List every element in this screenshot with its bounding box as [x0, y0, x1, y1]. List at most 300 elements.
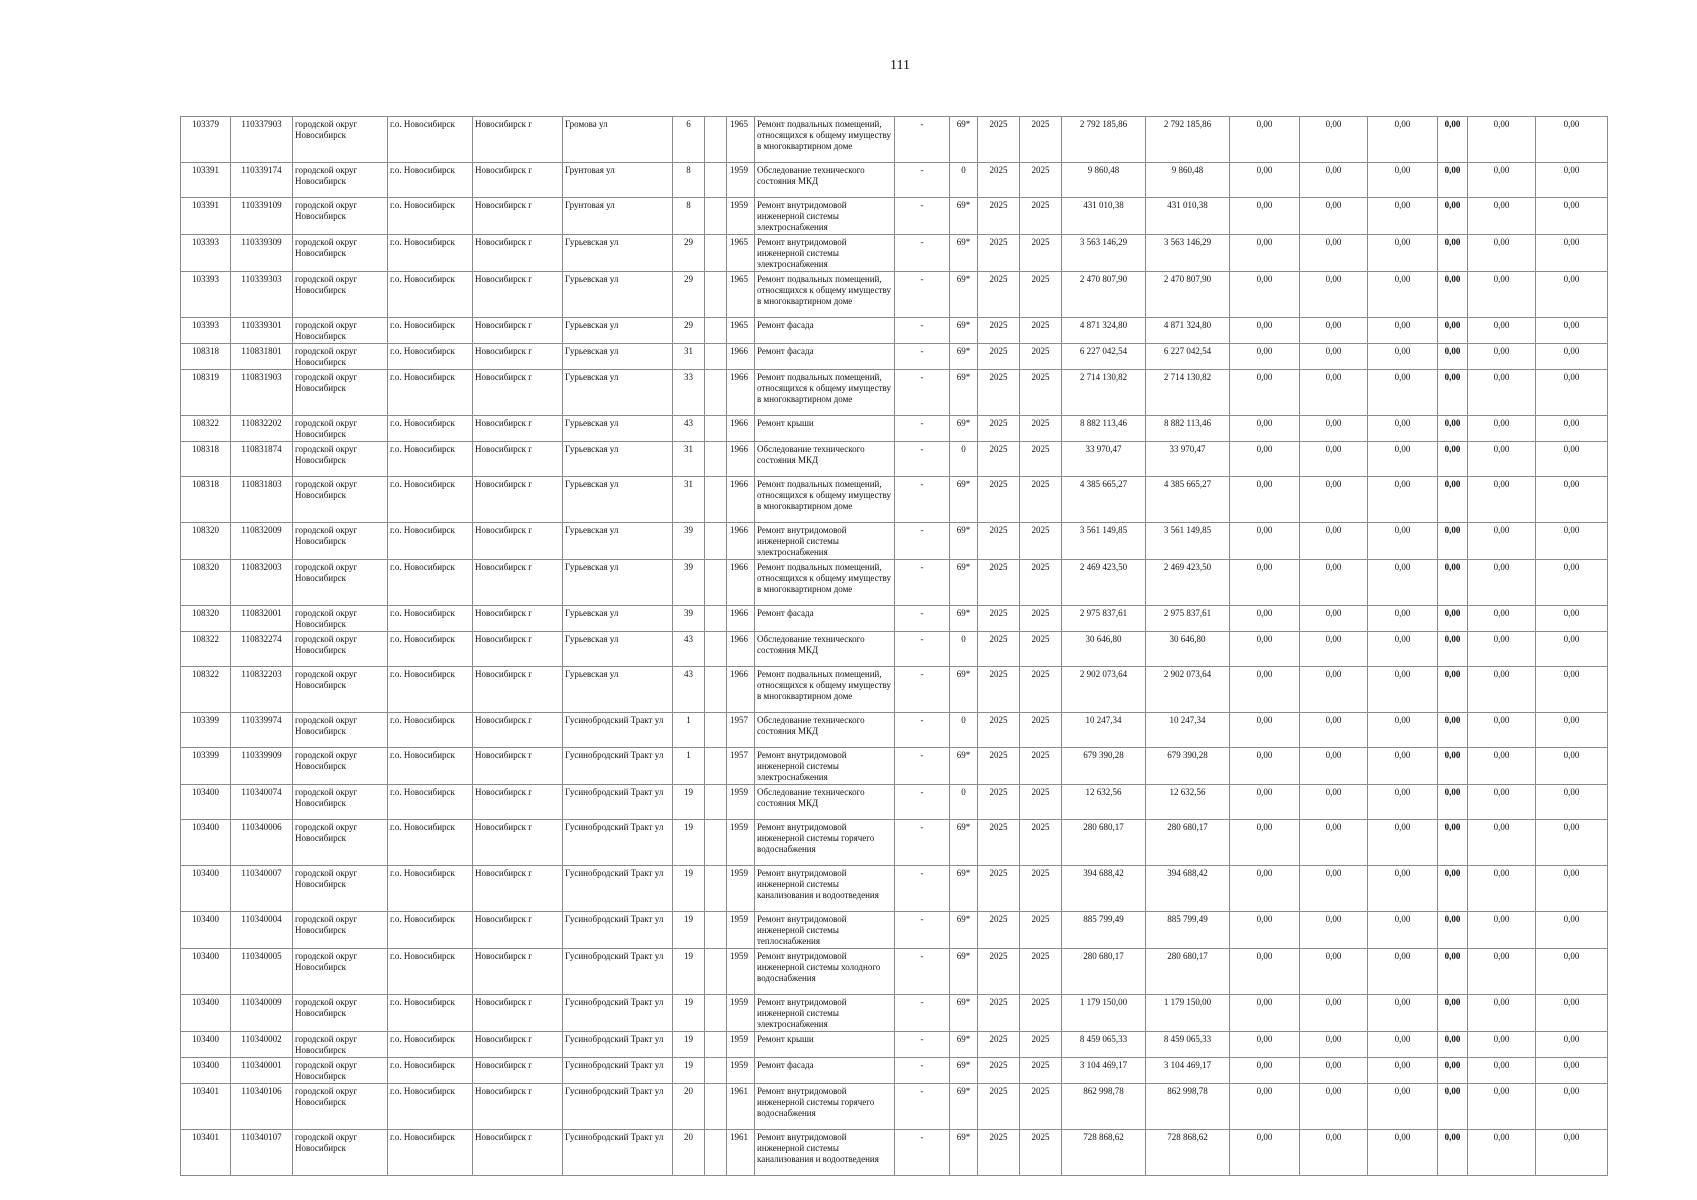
- cell-z5: 0,00: [1468, 949, 1536, 995]
- cell-z5: 0,00: [1468, 606, 1536, 632]
- cell-z4: 0,00: [1438, 1084, 1468, 1130]
- cell-id2: 110832009: [231, 523, 293, 560]
- cell-z1: 0,00: [1230, 866, 1300, 912]
- cell-z5: 0,00: [1468, 1058, 1536, 1084]
- cell-dash: -: [895, 866, 950, 912]
- cell-municipality: городской округ Новосибирск: [293, 163, 388, 198]
- table-row: [181, 632, 1608, 667]
- cell-fund: 728 868,62: [1146, 1130, 1230, 1176]
- table-row: [181, 344, 1608, 370]
- table-row: [181, 949, 1608, 995]
- cell-z1: 0,00: [1230, 1058, 1300, 1084]
- table-row: [181, 163, 1608, 198]
- cell-dash: -: [895, 560, 950, 606]
- cell-z3: 0,00: [1368, 1130, 1438, 1176]
- cell-building: [705, 949, 727, 995]
- cell-y1: 2025: [978, 272, 1020, 318]
- cell-city: Новосибирск г: [473, 1130, 563, 1176]
- cell-work: Обследование технического состояния МКД: [755, 785, 895, 820]
- cell-cost: 2 469 423,50: [1062, 560, 1146, 606]
- cell-district: г.о. Новосибирск: [388, 235, 473, 272]
- cell-z1: 0,00: [1230, 995, 1300, 1032]
- cell-year: 1966: [727, 523, 755, 560]
- cell-id1: 108319: [181, 370, 231, 416]
- cell-fund: 280 680,17: [1146, 949, 1230, 995]
- cell-street: Гусинобродский Тракт ул: [563, 1130, 673, 1176]
- cell-building: [705, 667, 727, 713]
- cell-work: Ремонт внутридомовой инженерной системы горячего водоснабжения: [755, 820, 895, 866]
- cell-z5: 0,00: [1468, 912, 1536, 949]
- cell-y1: 2025: [978, 416, 1020, 442]
- cell-street: Гурьевская ул: [563, 523, 673, 560]
- cell-cost: 4 871 324,80: [1062, 318, 1146, 344]
- cell-id2: 110340009: [231, 995, 293, 1032]
- cell-house: 29: [673, 318, 705, 344]
- cell-z4: 0,00: [1438, 163, 1468, 198]
- cell-id2: 110339109: [231, 198, 293, 235]
- cell-house: 8: [673, 198, 705, 235]
- cell-z3: 0,00: [1368, 785, 1438, 820]
- cell-z1: 0,00: [1230, 344, 1300, 370]
- cell-fund: 280 680,17: [1146, 820, 1230, 866]
- cell-municipality: городской округ Новосибирск: [293, 560, 388, 606]
- cell-cost: 728 868,62: [1062, 1130, 1146, 1176]
- cell-building: [705, 1058, 727, 1084]
- cell-street: Гусинобродский Тракт ул: [563, 995, 673, 1032]
- cell-fund: 431 010,38: [1146, 198, 1230, 235]
- cell-cost: 3 561 149,85: [1062, 523, 1146, 560]
- cell-wear: 69*: [950, 560, 978, 606]
- cell-street: Гурьевская ул: [563, 416, 673, 442]
- cell-z6: 0,00: [1536, 318, 1608, 344]
- cell-dash: -: [895, 1084, 950, 1130]
- cell-z1: 0,00: [1230, 163, 1300, 198]
- cell-z4: 0,00: [1438, 198, 1468, 235]
- cell-district: г.о. Новосибирск: [388, 416, 473, 442]
- cell-work: Обследование технического состояния МКД: [755, 713, 895, 748]
- cell-id2: 110340074: [231, 785, 293, 820]
- cell-district: г.о. Новосибирск: [388, 370, 473, 416]
- cell-z6: 0,00: [1536, 949, 1608, 995]
- cell-z2: 0,00: [1300, 632, 1368, 667]
- cell-fund: 8 459 065,33: [1146, 1032, 1230, 1058]
- cell-work: Ремонт фасада: [755, 344, 895, 370]
- cell-city: Новосибирск г: [473, 198, 563, 235]
- cell-city: Новосибирск г: [473, 1032, 563, 1058]
- cell-municipality: городской округ Новосибирск: [293, 1084, 388, 1130]
- cell-z4: 0,00: [1438, 560, 1468, 606]
- cell-district: г.о. Новосибирск: [388, 866, 473, 912]
- cell-wear: 69*: [950, 523, 978, 560]
- cell-z4: 0,00: [1438, 785, 1468, 820]
- cell-id1: 108320: [181, 606, 231, 632]
- cell-z4: 0,00: [1438, 866, 1468, 912]
- cell-municipality: городской округ Новосибирск: [293, 866, 388, 912]
- cell-district: г.о. Новосибирск: [388, 1130, 473, 1176]
- cell-z5: 0,00: [1468, 866, 1536, 912]
- cell-wear: 69*: [950, 1058, 978, 1084]
- cell-z6: 0,00: [1536, 1058, 1608, 1084]
- cell-year: 1965: [727, 235, 755, 272]
- cell-id2: 110340005: [231, 949, 293, 995]
- cell-z5: 0,00: [1468, 632, 1536, 667]
- cell-fund: 4 385 665,27: [1146, 477, 1230, 523]
- cell-y2: 2025: [1020, 632, 1062, 667]
- cell-city: Новосибирск г: [473, 713, 563, 748]
- cell-city: Новосибирск г: [473, 117, 563, 163]
- cell-z6: 0,00: [1536, 995, 1608, 1032]
- cell-work: Ремонт внутридомовой инженерной системы горячего водоснабжения: [755, 1084, 895, 1130]
- cell-work: Ремонт внутридомовой инженерной системы электроснабжения: [755, 198, 895, 235]
- cell-house: 43: [673, 667, 705, 713]
- cell-wear: 69*: [950, 667, 978, 713]
- cell-building: [705, 560, 727, 606]
- cell-z5: 0,00: [1468, 667, 1536, 713]
- cell-z2: 0,00: [1300, 117, 1368, 163]
- cell-house: 19: [673, 949, 705, 995]
- cell-year: 1957: [727, 748, 755, 785]
- cell-city: Новосибирск г: [473, 163, 563, 198]
- cell-street: Грунтовая ул: [563, 198, 673, 235]
- cell-district: г.о. Новосибирск: [388, 1084, 473, 1130]
- cell-z1: 0,00: [1230, 1032, 1300, 1058]
- cell-building: [705, 785, 727, 820]
- cell-id1: 103400: [181, 866, 231, 912]
- cell-municipality: городской округ Новосибирск: [293, 912, 388, 949]
- cell-z3: 0,00: [1368, 912, 1438, 949]
- cell-id1: 103400: [181, 995, 231, 1032]
- cell-z6: 0,00: [1536, 442, 1608, 477]
- cell-y2: 2025: [1020, 995, 1062, 1032]
- cell-fund: 679 390,28: [1146, 748, 1230, 785]
- cell-dash: -: [895, 667, 950, 713]
- table-row: [181, 1032, 1608, 1058]
- cell-municipality: городской округ Новосибирск: [293, 477, 388, 523]
- cell-building: [705, 235, 727, 272]
- cell-building: [705, 416, 727, 442]
- cell-fund: 4 871 324,80: [1146, 318, 1230, 344]
- cell-district: г.о. Новосибирск: [388, 713, 473, 748]
- repair-program-table: [180, 116, 1608, 1176]
- cell-dash: -: [895, 713, 950, 748]
- cell-z3: 0,00: [1368, 344, 1438, 370]
- cell-fund: 6 227 042,54: [1146, 344, 1230, 370]
- cell-district: г.о. Новосибирск: [388, 318, 473, 344]
- cell-z2: 0,00: [1300, 163, 1368, 198]
- cell-work: Ремонт фасада: [755, 1058, 895, 1084]
- cell-building: [705, 370, 727, 416]
- cell-z2: 0,00: [1300, 1084, 1368, 1130]
- cell-street: Гурьевская ул: [563, 632, 673, 667]
- cell-dash: -: [895, 949, 950, 995]
- cell-fund: 2 902 073,64: [1146, 667, 1230, 713]
- cell-municipality: городской округ Новосибирск: [293, 748, 388, 785]
- cell-municipality: городской округ Новосибирск: [293, 949, 388, 995]
- cell-street: Гурьевская ул: [563, 477, 673, 523]
- table-row: [181, 667, 1608, 713]
- cell-wear: 69*: [950, 477, 978, 523]
- cell-street: Гурьевская ул: [563, 560, 673, 606]
- table-row: [181, 1084, 1608, 1130]
- cell-fund: 10 247,34: [1146, 713, 1230, 748]
- cell-work: Ремонт подвальных помещений, относящихся к общему имуществу в многоквартирном доме: [755, 272, 895, 318]
- cell-street: Гусинобродский Тракт ул: [563, 820, 673, 866]
- cell-z5: 0,00: [1468, 318, 1536, 344]
- cell-y2: 2025: [1020, 272, 1062, 318]
- cell-fund: 885 799,49: [1146, 912, 1230, 949]
- cell-y2: 2025: [1020, 1032, 1062, 1058]
- cell-building: [705, 344, 727, 370]
- cell-z5: 0,00: [1468, 163, 1536, 198]
- cell-cost: 1 179 150,00: [1062, 995, 1146, 1032]
- cell-house: 8: [673, 163, 705, 198]
- cell-z4: 0,00: [1438, 318, 1468, 344]
- cell-street: Гурьевская ул: [563, 442, 673, 477]
- cell-y1: 2025: [978, 344, 1020, 370]
- cell-z2: 0,00: [1300, 949, 1368, 995]
- table-row: [181, 912, 1608, 949]
- cell-building: [705, 748, 727, 785]
- cell-z4: 0,00: [1438, 344, 1468, 370]
- cell-city: Новосибирск г: [473, 1058, 563, 1084]
- cell-wear: 69*: [950, 1032, 978, 1058]
- cell-work: Ремонт крыши: [755, 416, 895, 442]
- cell-y1: 2025: [978, 318, 1020, 344]
- cell-z5: 0,00: [1468, 370, 1536, 416]
- cell-z6: 0,00: [1536, 1130, 1608, 1176]
- cell-z3: 0,00: [1368, 1058, 1438, 1084]
- cell-z1: 0,00: [1230, 912, 1300, 949]
- cell-district: г.о. Новосибирск: [388, 912, 473, 949]
- cell-cost: 679 390,28: [1062, 748, 1146, 785]
- cell-street: Гусинобродский Тракт ул: [563, 866, 673, 912]
- cell-id2: 110339309: [231, 235, 293, 272]
- cell-y2: 2025: [1020, 442, 1062, 477]
- cell-district: г.о. Новосибирск: [388, 523, 473, 560]
- cell-id2: 110339909: [231, 748, 293, 785]
- cell-work: Ремонт фасада: [755, 606, 895, 632]
- cell-z5: 0,00: [1468, 785, 1536, 820]
- cell-city: Новосибирск г: [473, 235, 563, 272]
- cell-work: Ремонт подвальных помещений, относящихся к общему имуществу в многоквартирном доме: [755, 370, 895, 416]
- cell-id2: 110339301: [231, 318, 293, 344]
- table-row: [181, 785, 1608, 820]
- cell-id2: 110337903: [231, 117, 293, 163]
- cell-dash: -: [895, 318, 950, 344]
- cell-year: 1966: [727, 477, 755, 523]
- cell-z1: 0,00: [1230, 785, 1300, 820]
- cell-id2: 110832202: [231, 416, 293, 442]
- cell-cost: 2 714 130,82: [1062, 370, 1146, 416]
- cell-year: 1966: [727, 344, 755, 370]
- cell-y1: 2025: [978, 995, 1020, 1032]
- cell-year: 1966: [727, 632, 755, 667]
- table-row: [181, 477, 1608, 523]
- cell-z2: 0,00: [1300, 318, 1368, 344]
- cell-year: 1966: [727, 667, 755, 713]
- cell-id2: 110340007: [231, 866, 293, 912]
- cell-fund: 3 563 146,29: [1146, 235, 1230, 272]
- cell-city: Новосибирск г: [473, 866, 563, 912]
- cell-house: 19: [673, 995, 705, 1032]
- cell-street: Гурьевская ул: [563, 667, 673, 713]
- cell-z6: 0,00: [1536, 606, 1608, 632]
- cell-municipality: городской округ Новосибирск: [293, 442, 388, 477]
- cell-work: Обследование технического состояния МКД: [755, 632, 895, 667]
- cell-district: г.о. Новосибирск: [388, 949, 473, 995]
- cell-id1: 103393: [181, 318, 231, 344]
- table-row: [181, 370, 1608, 416]
- cell-wear: 0: [950, 442, 978, 477]
- cell-z4: 0,00: [1438, 235, 1468, 272]
- table-row: [181, 748, 1608, 785]
- cell-id1: 103393: [181, 235, 231, 272]
- cell-z5: 0,00: [1468, 198, 1536, 235]
- cell-work: Ремонт внутридомовой инженерной системы теплоснабжения: [755, 912, 895, 949]
- cell-z1: 0,00: [1230, 198, 1300, 235]
- cell-y1: 2025: [978, 748, 1020, 785]
- cell-house: 20: [673, 1130, 705, 1176]
- cell-z4: 0,00: [1438, 667, 1468, 713]
- cell-id2: 110832001: [231, 606, 293, 632]
- cell-house: 19: [673, 912, 705, 949]
- table-row: [181, 235, 1608, 272]
- cell-cost: 9 860,48: [1062, 163, 1146, 198]
- cell-cost: 6 227 042,54: [1062, 344, 1146, 370]
- cell-city: Новосибирск г: [473, 748, 563, 785]
- cell-dash: -: [895, 117, 950, 163]
- cell-year: 1959: [727, 198, 755, 235]
- cell-z3: 0,00: [1368, 370, 1438, 416]
- cell-fund: 2 975 837,61: [1146, 606, 1230, 632]
- cell-wear: 69*: [950, 117, 978, 163]
- cell-house: 43: [673, 632, 705, 667]
- cell-municipality: городской округ Новосибирск: [293, 370, 388, 416]
- cell-city: Новосибирск г: [473, 318, 563, 344]
- cell-z3: 0,00: [1368, 606, 1438, 632]
- cell-year: 1966: [727, 416, 755, 442]
- cell-dash: -: [895, 198, 950, 235]
- cell-year: 1959: [727, 785, 755, 820]
- cell-street: Гусинобродский Тракт ул: [563, 785, 673, 820]
- cell-y2: 2025: [1020, 866, 1062, 912]
- table-row: [181, 198, 1608, 235]
- cell-z2: 0,00: [1300, 1058, 1368, 1084]
- cell-z5: 0,00: [1468, 1032, 1536, 1058]
- cell-cost: 10 247,34: [1062, 713, 1146, 748]
- cell-y2: 2025: [1020, 713, 1062, 748]
- cell-district: г.о. Новосибирск: [388, 667, 473, 713]
- cell-fund: 12 632,56: [1146, 785, 1230, 820]
- cell-z5: 0,00: [1468, 820, 1536, 866]
- cell-work: Ремонт внутридомовой инженерной системы канализования и водоотведения: [755, 866, 895, 912]
- cell-z6: 0,00: [1536, 272, 1608, 318]
- cell-dash: -: [895, 272, 950, 318]
- cell-municipality: городской округ Новосибирск: [293, 416, 388, 442]
- cell-id2: 110832274: [231, 632, 293, 667]
- cell-street: Гусинобродский Тракт ул: [563, 1058, 673, 1084]
- cell-z5: 0,00: [1468, 995, 1536, 1032]
- cell-z5: 0,00: [1468, 748, 1536, 785]
- cell-street: Гусинобродский Тракт ул: [563, 1032, 673, 1058]
- cell-z6: 0,00: [1536, 667, 1608, 713]
- cell-z1: 0,00: [1230, 442, 1300, 477]
- cell-city: Новосибирск г: [473, 606, 563, 632]
- cell-z3: 0,00: [1368, 117, 1438, 163]
- cell-fund: 8 882 113,46: [1146, 416, 1230, 442]
- cell-y1: 2025: [978, 713, 1020, 748]
- cell-id1: 103401: [181, 1130, 231, 1176]
- cell-building: [705, 198, 727, 235]
- cell-z4: 0,00: [1438, 912, 1468, 949]
- cell-municipality: городской округ Новосибирск: [293, 606, 388, 632]
- cell-z6: 0,00: [1536, 866, 1608, 912]
- cell-z6: 0,00: [1536, 477, 1608, 523]
- cell-y2: 2025: [1020, 949, 1062, 995]
- cell-id1: 108318: [181, 344, 231, 370]
- cell-z5: 0,00: [1468, 344, 1536, 370]
- cell-y1: 2025: [978, 667, 1020, 713]
- cell-cost: 8 459 065,33: [1062, 1032, 1146, 1058]
- cell-building: [705, 1032, 727, 1058]
- cell-z6: 0,00: [1536, 235, 1608, 272]
- cell-z2: 0,00: [1300, 344, 1368, 370]
- cell-year: 1959: [727, 949, 755, 995]
- cell-fund: 3 104 469,17: [1146, 1058, 1230, 1084]
- cell-dash: -: [895, 235, 950, 272]
- cell-z1: 0,00: [1230, 632, 1300, 667]
- cell-z3: 0,00: [1368, 713, 1438, 748]
- cell-city: Новосибирск г: [473, 632, 563, 667]
- cell-city: Новосибирск г: [473, 477, 563, 523]
- cell-dash: -: [895, 606, 950, 632]
- cell-fund: 30 646,80: [1146, 632, 1230, 667]
- cell-y1: 2025: [978, 785, 1020, 820]
- cell-wear: 69*: [950, 1130, 978, 1176]
- cell-building: [705, 442, 727, 477]
- cell-work: Ремонт внутридомовой инженерной системы канализования и водоотведения: [755, 1130, 895, 1176]
- cell-dash: -: [895, 1032, 950, 1058]
- cell-year: 1965: [727, 272, 755, 318]
- cell-z2: 0,00: [1300, 370, 1368, 416]
- cell-dash: -: [895, 748, 950, 785]
- table-row: [181, 1130, 1608, 1176]
- cell-y1: 2025: [978, 866, 1020, 912]
- cell-district: г.о. Новосибирск: [388, 560, 473, 606]
- cell-wear: 69*: [950, 416, 978, 442]
- cell-dash: -: [895, 370, 950, 416]
- cell-z3: 0,00: [1368, 949, 1438, 995]
- cell-building: [705, 163, 727, 198]
- cell-municipality: городской округ Новосибирск: [293, 632, 388, 667]
- cell-district: г.о. Новосибирск: [388, 606, 473, 632]
- table-row: [181, 713, 1608, 748]
- cell-city: Новосибирск г: [473, 344, 563, 370]
- cell-z2: 0,00: [1300, 235, 1368, 272]
- cell-id2: 110832003: [231, 560, 293, 606]
- cell-dash: -: [895, 442, 950, 477]
- cell-wear: 69*: [950, 318, 978, 344]
- cell-city: Новосибирск г: [473, 272, 563, 318]
- cell-fund: 394 688,42: [1146, 866, 1230, 912]
- cell-house: 19: [673, 1058, 705, 1084]
- cell-z1: 0,00: [1230, 1130, 1300, 1176]
- cell-street: Гусинобродский Тракт ул: [563, 912, 673, 949]
- cell-id1: 103400: [181, 1058, 231, 1084]
- cell-z2: 0,00: [1300, 523, 1368, 560]
- cell-z1: 0,00: [1230, 1084, 1300, 1130]
- cell-year: 1961: [727, 1084, 755, 1130]
